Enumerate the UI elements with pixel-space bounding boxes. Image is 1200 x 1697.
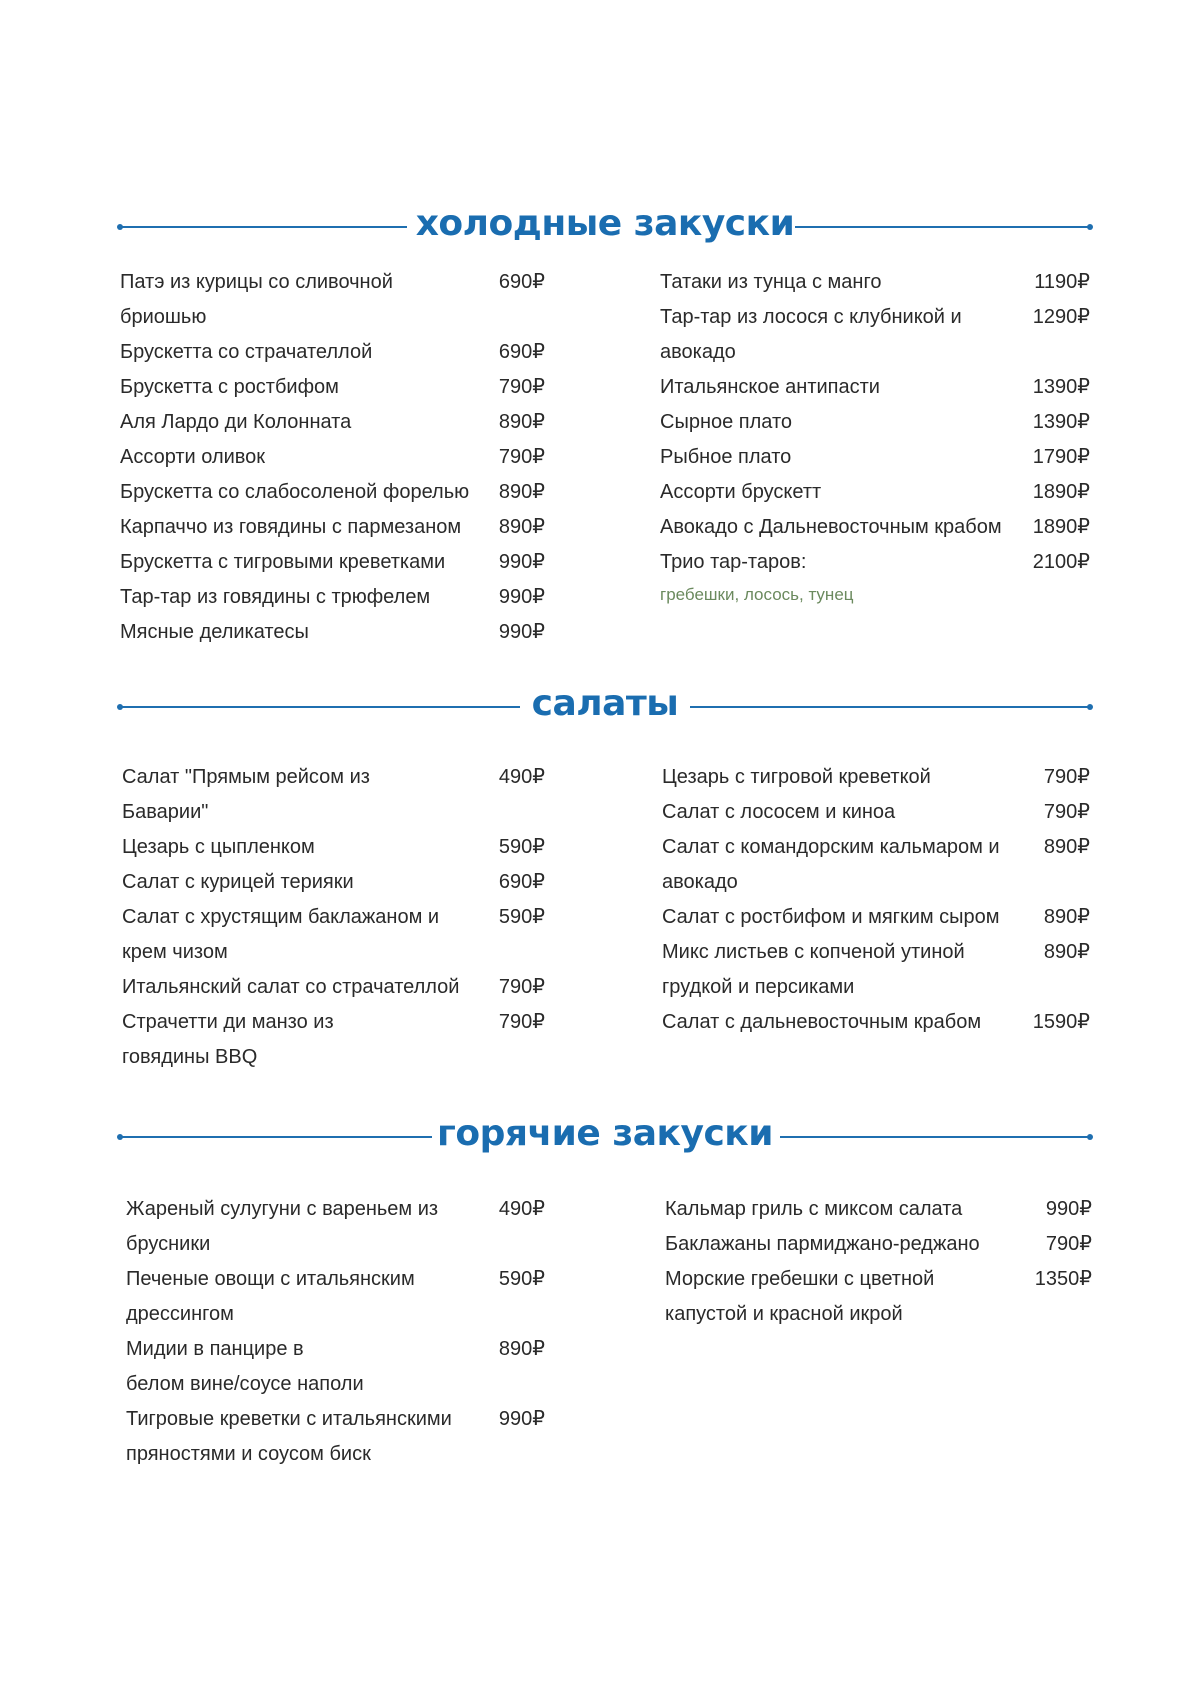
- menu-item-name: Мясные деликатесы: [120, 621, 309, 643]
- menu-item-name: Итальянский салат со страчателлой: [122, 976, 460, 998]
- menu-item-name-continued: бриошью: [120, 306, 207, 328]
- menu-item: [120, 510, 545, 545]
- menu-item-name: Карпаччо из говядины с пармезаном: [120, 516, 462, 538]
- menu-item-name: Морские гребешки с цветной: [665, 1268, 935, 1290]
- menu-item-price: 990₽: [498, 586, 545, 608]
- menu-item-name: Печеные овощи с итальянским: [126, 1268, 415, 1290]
- menu-item-name: Брускетта с тигровыми креветками: [120, 551, 446, 573]
- menu-item-name: Салат с курицей терияки: [122, 871, 354, 893]
- menu-item-name: Микс листьев с копченой утиной: [662, 941, 965, 963]
- menu-item-name: Тигровые креветки с итальянскими: [126, 1408, 452, 1430]
- menu-item-price: 990₽: [498, 621, 545, 643]
- menu-item-price: 790₽: [1045, 1233, 1092, 1255]
- menu-item: [665, 1262, 1092, 1332]
- menu-item-price: 690₽: [498, 271, 545, 293]
- menu-item-price: 790₽: [498, 376, 545, 398]
- menu-item-price: 690₽: [498, 341, 545, 363]
- menu-item-note: гребешки, лосось, тунец: [660, 585, 854, 604]
- menu-item: [665, 1227, 1092, 1262]
- menu-item: [662, 795, 1090, 830]
- divider-right: [795, 226, 1090, 228]
- menu-item-name-continued: белом вине/соусе наполи: [126, 1373, 364, 1395]
- menu-item-name-continued: дрессингом: [126, 1303, 234, 1325]
- menu-item-name: Салат с ростбифом и мягким сыром: [662, 906, 1000, 928]
- menu-item-price: 890₽: [1043, 941, 1090, 963]
- menu-item-name: Патэ из курицы со сливочной: [120, 271, 393, 293]
- menu-item: [660, 370, 1090, 405]
- menu-column-right: [662, 760, 1090, 1040]
- section-title: горячие закуски: [437, 1113, 773, 1154]
- menu-item-name: Салат с хрустящим баклажаном и: [122, 906, 440, 928]
- menu-item-name-continued: Баварии": [122, 801, 209, 823]
- menu-item: [126, 1332, 545, 1402]
- menu-item-name: Кальмар гриль с миксом салата: [665, 1198, 963, 1220]
- menu-item: [662, 760, 1090, 795]
- menu-column-right: [660, 265, 1090, 610]
- menu-item-name: Жареный сулугуни с вареньем из: [126, 1198, 439, 1220]
- menu-item-price: 1190₽: [1034, 271, 1090, 293]
- menu-item-name: Итальянское антипасти: [660, 376, 880, 398]
- menu-column-right: [665, 1192, 1092, 1332]
- menu-item: [122, 900, 545, 970]
- menu-item-name: Салат с дальневосточным крабом: [662, 1011, 982, 1033]
- menu-item-name: Брускетта со слабосоленой форелью: [120, 481, 470, 503]
- menu-item-name-continued: авокадо: [662, 871, 738, 893]
- menu-item: [126, 1192, 545, 1262]
- menu-item-price: 590₽: [498, 1268, 545, 1290]
- menu-item: [122, 1005, 545, 1075]
- menu-columns: [120, 1192, 1090, 1482]
- menu-column-left: [120, 265, 545, 650]
- menu-column-left: [126, 1192, 545, 1472]
- section-hot-appetizers: [120, 1110, 1090, 1482]
- menu-item-name: Салат "Прямым рейсом из: [122, 766, 370, 788]
- divider-right: [780, 1136, 1090, 1138]
- menu-item: [120, 545, 545, 580]
- menu-item-name: Баклажаны пармиджано-реджано: [665, 1233, 980, 1255]
- menu-item-name: Рыбное плато: [660, 446, 792, 468]
- menu-item-name-continued: пряностями и соусом биск: [126, 1443, 371, 1465]
- section-heading: [120, 1110, 1090, 1162]
- menu-item: [120, 440, 545, 475]
- menu-item-name-continued: говядины BBQ: [122, 1046, 258, 1068]
- menu-item: [120, 265, 545, 335]
- menu-item: [120, 580, 545, 615]
- menu-item: [120, 370, 545, 405]
- menu-item-price: 890₽: [498, 516, 545, 538]
- menu-item-price: 1290₽: [1032, 306, 1090, 328]
- menu-item-price: 1390₽: [1032, 376, 1090, 398]
- menu-item: [122, 865, 545, 900]
- menu-item-price: 1590₽: [1032, 1011, 1090, 1033]
- menu-column-left: [122, 760, 545, 1075]
- menu-item-price: 890₽: [1043, 836, 1090, 858]
- section-title: салаты: [531, 683, 679, 724]
- menu-item-price: 490₽: [498, 766, 545, 788]
- menu-columns: [120, 760, 1090, 1068]
- menu-item-name: Салат с лососем и киноа: [662, 801, 896, 823]
- menu-item-price: 1390₽: [1032, 411, 1090, 433]
- menu-item: [660, 265, 1090, 300]
- menu-item-price: 790₽: [1043, 801, 1090, 823]
- menu-item: [662, 900, 1090, 935]
- menu-item-name-continued: крем чизом: [122, 941, 228, 963]
- menu-item-price: 990₽: [1045, 1198, 1092, 1220]
- menu-item: [122, 970, 545, 1005]
- menu-item: [662, 830, 1090, 900]
- menu-item-price: 590₽: [498, 836, 545, 858]
- menu-item-price: 1890₽: [1032, 481, 1090, 503]
- section-cold-appetizers: [120, 200, 1090, 645]
- menu-item: [662, 1005, 1090, 1040]
- menu-item-name-continued: авокадо: [660, 341, 736, 363]
- menu-item-name-continued: брусники: [126, 1233, 211, 1255]
- menu-item: [122, 760, 545, 830]
- menu-item-name: Брускетта со страчателлой: [120, 341, 373, 363]
- menu-item-name: Цезарь с тигровой креветкой: [662, 766, 931, 788]
- menu-item-price: 490₽: [498, 1198, 545, 1220]
- section-heading: [120, 200, 1090, 252]
- menu-item: [120, 615, 545, 650]
- menu-item-price: 1890₽: [1032, 516, 1090, 538]
- menu-columns: [120, 265, 1090, 645]
- menu-item-price: 990₽: [498, 551, 545, 573]
- menu-item: [660, 475, 1090, 510]
- section-title: холодные закуски: [415, 203, 795, 244]
- menu-item: [662, 935, 1090, 1005]
- menu-item-name: Сырное плато: [660, 411, 793, 433]
- menu-item-name-continued: капустой и красной икрой: [665, 1303, 903, 1325]
- menu-item: [665, 1192, 1092, 1227]
- menu-item-price: 790₽: [498, 446, 545, 468]
- menu-item-name: Салат с командорским кальмаром и: [662, 836, 1000, 858]
- menu-item: [126, 1262, 545, 1332]
- menu-item-price: 890₽: [498, 411, 545, 433]
- menu-item-price: 1350₽: [1034, 1268, 1092, 1290]
- menu-item-name: Трио тар-таров:: [660, 551, 807, 573]
- menu-item-price: 790₽: [498, 1011, 545, 1033]
- menu-item: [126, 1402, 545, 1472]
- menu-item-price: 590₽: [498, 906, 545, 928]
- menu-item-name: Мидии в панцире в: [126, 1338, 304, 1360]
- menu-item-name: Татаки из тунца с манго: [660, 271, 882, 293]
- menu-item: [122, 830, 545, 865]
- menu-item-name-continued: грудкой и персиками: [662, 976, 855, 998]
- menu-item-price: 1790₽: [1032, 446, 1090, 468]
- menu-item-name: Ассорти оливок: [120, 446, 266, 468]
- menu-item-name: Цезарь с цыпленком: [122, 836, 315, 858]
- menu-item: [120, 475, 545, 510]
- menu-item-name: Страчетти ди манзо из: [122, 1011, 334, 1033]
- divider-right: [690, 706, 1090, 708]
- menu-item: [660, 405, 1090, 440]
- menu-item-name: Брускетта с ростбифом: [120, 376, 339, 398]
- menu-item: [660, 440, 1090, 475]
- menu-item-name: Авокадо с Дальневосточным крабом: [660, 516, 1002, 538]
- menu-item-name: Ассорти брускетт: [660, 481, 822, 503]
- menu-item-name: Тар-тар из лосося с клубникой и: [660, 306, 962, 328]
- menu-item: [120, 405, 545, 440]
- menu-item-price: 2100₽: [1032, 551, 1090, 573]
- menu-item-price: 790₽: [1043, 766, 1090, 788]
- menu-item-price: 890₽: [498, 481, 545, 503]
- menu-item: [660, 510, 1090, 545]
- menu-item-price: 690₽: [498, 871, 545, 893]
- menu-item-price: 990₽: [498, 1408, 545, 1430]
- menu-item: [660, 545, 1090, 610]
- menu-item: [120, 335, 545, 370]
- section-heading: [120, 680, 1090, 732]
- menu-item-price: 890₽: [498, 1338, 545, 1360]
- section-salads: [120, 680, 1090, 1068]
- menu-item: [660, 300, 1090, 370]
- menu-item-name: Аля Лардо ди Колонната: [120, 411, 352, 433]
- menu-item-price: 790₽: [498, 976, 545, 998]
- menu-item-name: Тар-тар из говядины с трюфелем: [120, 586, 431, 608]
- menu-item-price: 890₽: [1043, 906, 1090, 928]
